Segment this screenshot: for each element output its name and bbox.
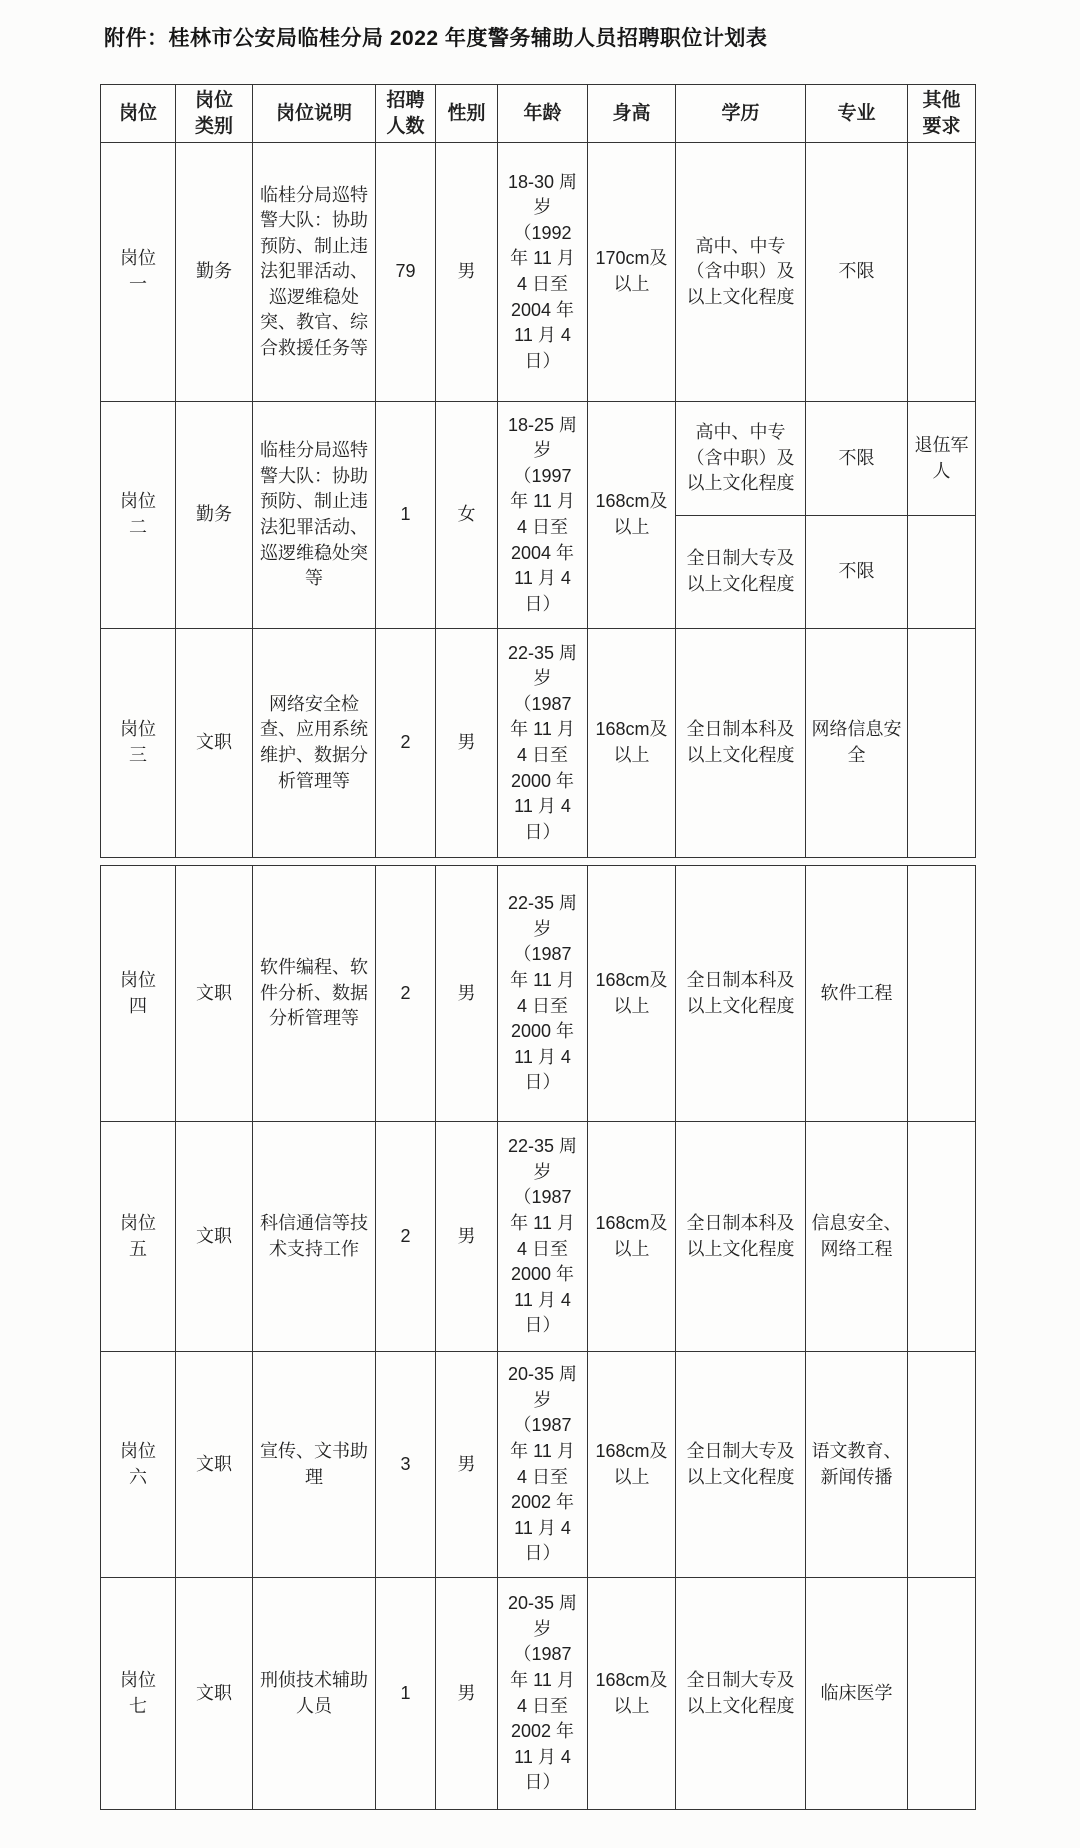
cell-gender: 女 xyxy=(436,402,498,629)
cell-height: 168cm及以上 xyxy=(588,402,676,629)
cell-description: 临桂分局巡特警大队：协助预防、制止违法犯罪活动、巡逻维稳处突等 xyxy=(253,402,376,629)
header-count-label: 招聘人数 xyxy=(386,89,425,137)
page-title: 附件：桂林市公安局临桂分局 2022 年度警务辅助人员招聘职位计划表 xyxy=(104,27,768,50)
cell-category: 勤务 xyxy=(176,143,253,402)
cell-category: 勤务 xyxy=(176,402,253,629)
cell-age: 20-35 周岁 （1987 年 11 月 4 日至 2002 年 11 月 4 日） xyxy=(498,1352,588,1578)
cell-major: 不限 xyxy=(806,143,908,402)
cell-count: 2 xyxy=(376,866,436,1122)
cell-age: 20-35 周岁 （1987 年 11 月 4 日至 2002 年 11 月 4 日） xyxy=(498,1578,588,1810)
table-row xyxy=(101,1122,976,1352)
cell-category: 文职 xyxy=(176,1578,253,1810)
cell-count: 3 xyxy=(376,1352,436,1578)
cell-education: 全日制大专及以上文化程度 xyxy=(676,1352,806,1578)
cell-age: 18-25 周岁 （1997 年 11 月 4 日至 2004 年 11 月 4 日） xyxy=(498,402,588,629)
cell-age: 22-35 周岁 （1987 年 11 月 4 日至 2000 年 11 月 4 日） xyxy=(498,1122,588,1352)
position-label: 岗位四 xyxy=(120,969,156,1016)
header-count xyxy=(376,85,436,143)
table-row xyxy=(101,629,976,858)
header-major: 专业 xyxy=(806,85,908,143)
header-other xyxy=(908,85,976,143)
header-age: 年龄 xyxy=(498,85,588,143)
header-description: 岗位说明 xyxy=(253,85,376,143)
cell-position xyxy=(101,1578,176,1810)
cell-gender: 男 xyxy=(436,866,498,1122)
cell-position xyxy=(101,866,176,1122)
table-row xyxy=(101,402,976,516)
cell-description: 网络安全检查、应用系统维护、数据分析管理等 xyxy=(253,629,376,858)
cell-other xyxy=(908,866,976,1122)
cell-other xyxy=(908,516,976,629)
cell-education: 全日制本科及以上文化程度 xyxy=(676,629,806,858)
cell-major: 临床医学 xyxy=(806,1578,908,1810)
cell-height: 168cm及以上 xyxy=(588,1122,676,1352)
cell-major: 信息安全、网络工程 xyxy=(806,1122,908,1352)
cell-other xyxy=(908,629,976,858)
cell-education: 全日制大专及以上文化程度 xyxy=(676,516,806,629)
cell-category: 文职 xyxy=(176,1352,253,1578)
table-row xyxy=(101,143,976,402)
cell-position xyxy=(101,629,176,858)
table-row xyxy=(101,1352,976,1578)
position-label: 岗位七 xyxy=(120,1669,156,1716)
cell-description: 科信通信等技术支持工作 xyxy=(253,1122,376,1352)
cell-major: 软件工程 xyxy=(806,866,908,1122)
header-education: 学历 xyxy=(676,85,806,143)
cell-height: 168cm及以上 xyxy=(588,866,676,1122)
cell-height: 170cm及以上 xyxy=(588,143,676,402)
cell-age: 22-35 周岁 （1987 年 11 月 4 日至 2000 年 11 月 4 日） xyxy=(498,866,588,1122)
positions-table-upper xyxy=(100,84,976,858)
cell-position xyxy=(101,402,176,629)
cell-count: 79 xyxy=(376,143,436,402)
cell-other xyxy=(908,1352,976,1578)
cell-description: 临桂分局巡特警大队：协助预防、制止违法犯罪活动、巡逻维稳处突、教官、综合救援任务等 xyxy=(253,143,376,402)
cell-count: 2 xyxy=(376,629,436,858)
position-label: 岗位二 xyxy=(120,491,156,537)
cell-description: 刑侦技术辅助人员 xyxy=(253,1578,376,1810)
cell-height: 168cm及以上 xyxy=(588,1352,676,1578)
position-label: 岗位三 xyxy=(120,719,156,765)
cell-major: 语文教育、新闻传播 xyxy=(806,1352,908,1578)
cell-gender: 男 xyxy=(436,1352,498,1578)
cell-count: 2 xyxy=(376,1122,436,1352)
cell-gender: 男 xyxy=(436,1578,498,1810)
cell-position xyxy=(101,1122,176,1352)
header-category-label: 岗位类别 xyxy=(194,89,233,137)
header-category xyxy=(176,85,253,143)
cell-gender: 男 xyxy=(436,1122,498,1352)
cell-major: 不限 xyxy=(806,516,908,629)
cell-other: 退伍军人 xyxy=(908,402,976,516)
cell-description: 宣传、文书助理 xyxy=(253,1352,376,1578)
cell-education: 全日制大专及以上文化程度 xyxy=(676,1578,806,1810)
header-position: 岗位 xyxy=(101,85,176,143)
cell-age: 22-35 周岁 （1987 年 11 月 4 日至 2000 年 11 月 4 日） xyxy=(498,629,588,858)
table-row xyxy=(101,866,976,1122)
cell-description: 软件编程、软件分析、数据分析管理等 xyxy=(253,866,376,1122)
cell-height: 168cm及以上 xyxy=(588,1578,676,1810)
cell-other xyxy=(908,143,976,402)
cell-education: 全日制本科及以上文化程度 xyxy=(676,866,806,1122)
cell-gender: 男 xyxy=(436,143,498,402)
position-label: 岗位一 xyxy=(120,248,156,294)
cell-category: 文职 xyxy=(176,629,253,858)
cell-count: 1 xyxy=(376,1578,436,1810)
table-row xyxy=(101,1578,976,1810)
cell-other xyxy=(908,1578,976,1810)
cell-height: 168cm及以上 xyxy=(588,629,676,858)
header-row xyxy=(101,85,976,143)
cell-education: 全日制本科及以上文化程度 xyxy=(676,1122,806,1352)
cell-category: 文职 xyxy=(176,1122,253,1352)
header-gender: 性别 xyxy=(436,85,498,143)
position-label: 岗位五 xyxy=(120,1212,156,1259)
positions-table-lower xyxy=(100,865,976,1810)
cell-major: 网络信息安全 xyxy=(806,629,908,858)
position-label: 岗位六 xyxy=(120,1440,156,1487)
header-other-label: 其他要求 xyxy=(922,89,961,137)
cell-education: 高中、中专（含中职）及以上文化程度 xyxy=(676,402,806,516)
cell-category: 文职 xyxy=(176,866,253,1122)
cell-education: 高中、中专（含中职）及以上文化程度 xyxy=(676,143,806,402)
cell-gender: 男 xyxy=(436,629,498,858)
cell-major: 不限 xyxy=(806,402,908,516)
cell-age: 18-30 周岁 （1992 年 11 月 4 日至 2004 年 11 月 4 日） xyxy=(498,143,588,402)
cell-position xyxy=(101,143,176,402)
cell-position xyxy=(101,1352,176,1578)
header-height: 身高 xyxy=(588,85,676,143)
cell-other xyxy=(908,1122,976,1352)
cell-count: 1 xyxy=(376,402,436,629)
